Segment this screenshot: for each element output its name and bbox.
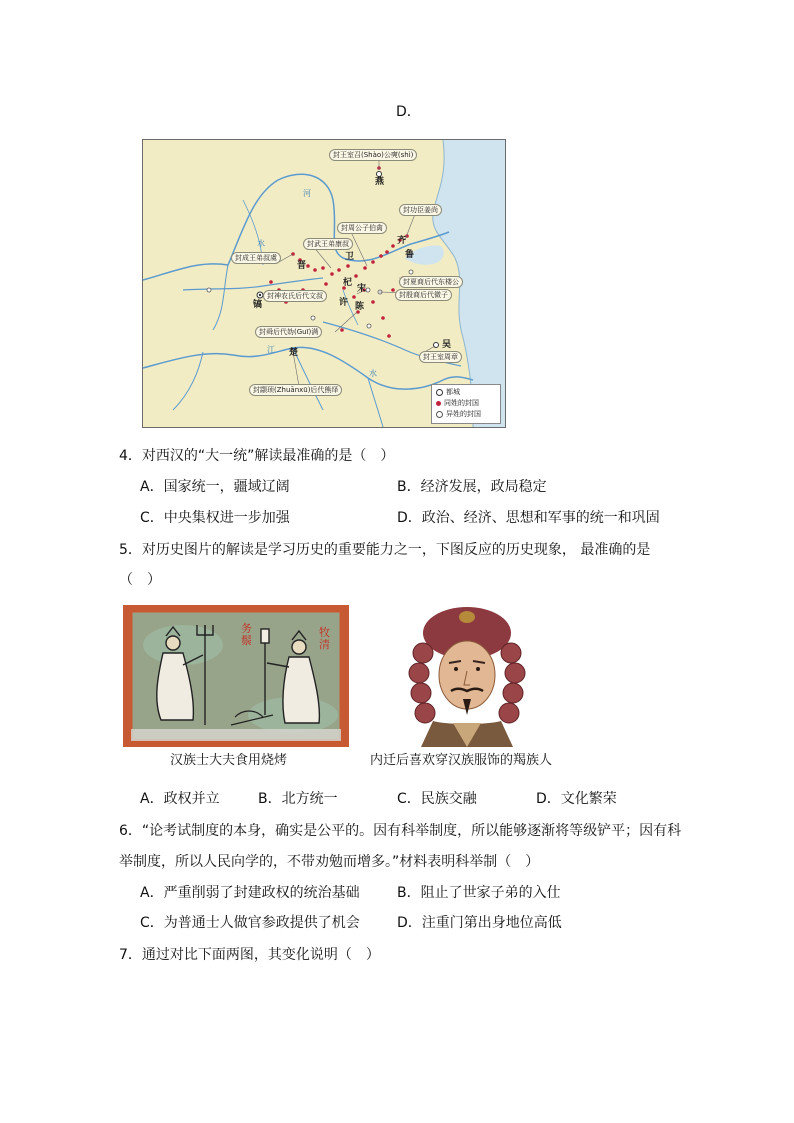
map-river-shui: 水: [257, 239, 265, 248]
map-city-xu: 许: [339, 298, 349, 308]
q6-stem-line1: 6．“论考试制度的本身，确实是公平的。因有科举制度，所以能够逐渐将等级铲平；因有科: [119, 823, 682, 839]
map-city-hao: 镐: [253, 300, 263, 310]
map-label-wei-zi: 封殷商后代微子: [395, 289, 452, 301]
map-city-qi2: 杞: [343, 278, 353, 288]
q4-option-c[interactable]: C．中央集权进一步加强: [140, 510, 290, 526]
map-city-qi: 齐: [397, 236, 407, 246]
map-label-jiang-shang: 封功臣姜尚: [399, 204, 442, 216]
q5-option-a[interactable]: A．政权并立: [140, 791, 220, 807]
option-d-label: D．: [396, 104, 421, 120]
caption-jie-person: 内迁后喜欢穿汉族服饰的羯族人: [370, 753, 553, 768]
map-city-song: 宋: [357, 284, 367, 294]
q4-stem: 4．对西汉的“大一统”解读最准确的是（ ）: [119, 448, 395, 464]
han-scholar-barbecue-mural: [123, 605, 349, 747]
map-city-chen: 陈: [355, 302, 365, 312]
caption-han-scholar: 汉族士大夫食用烧烤: [170, 753, 288, 768]
map-label-xiong-yi: 封颛顼(Zhuānxū)后代熊绎: [249, 384, 342, 396]
portrait-graphic: [393, 603, 541, 747]
other-surname-dot-icon: [436, 411, 443, 418]
map-city-wu: 吴: [442, 340, 452, 350]
map-label-shu-yu: 封成王弟叔虞: [231, 252, 281, 264]
mural-graphic: [123, 605, 349, 747]
q6-option-d[interactable]: D．注重门第出身地位高低: [397, 915, 562, 931]
q5-stem: 5．对历史图片的解读是学习历史的重要能力之一，下图反应的历史现象， 最准确的是: [119, 542, 651, 558]
map-river-shui2: 水: [369, 369, 377, 378]
map-label-gui-man: 封舜后代妫(Guī)满: [255, 326, 322, 338]
same-surname-dot-icon: [436, 401, 441, 406]
map-label-dong-lou-gong: 封夏商后代东楼公: [399, 276, 463, 288]
map-city-yan: 燕: [375, 177, 385, 187]
map-legend: [431, 384, 501, 424]
mural-inscription-left: 务 鬃: [241, 622, 252, 647]
map-label-kang-shu: 封武王弟康叔: [303, 238, 353, 250]
q5-option-d[interactable]: D．文化繁荣: [536, 791, 617, 807]
q4-option-b[interactable]: B．经济发展，政局稳定: [397, 479, 547, 495]
legend-same-surname: 同姓的封国: [436, 398, 500, 409]
q6-stem-line2: 举制度，所以人民向学的，不带劝勉而增多。”材料表明科举制（ ）: [119, 854, 540, 870]
legend-other-surname: 异姓的封国: [436, 409, 500, 420]
map-city-wei: 卫: [345, 252, 355, 262]
q4-option-d[interactable]: D．政治、经济、思想和军事的统一和巩固: [397, 510, 660, 526]
map-river-he: 河: [303, 189, 311, 198]
q6-option-a[interactable]: A．严重削弱了封建政权的统治基础: [140, 885, 360, 901]
q7-stem: 7．通过对比下面两图，其变化说明（ ）: [119, 947, 380, 963]
legend-capital: 都城: [436, 387, 500, 398]
q5-stem-bracket: （ ）: [119, 572, 161, 588]
jie-person-portrait: [393, 603, 541, 747]
map-city-lu: 鲁: [405, 250, 415, 260]
map-label-zhao-gong: 封王室召(Shào)公奭(shì): [329, 149, 417, 161]
map-river-jiang: 江: [267, 345, 275, 354]
capital-marker-icon: [436, 389, 443, 396]
western-zhou-fief-map: [142, 139, 506, 428]
q5-option-c[interactable]: C．民族交融: [397, 791, 477, 807]
map-city-jin: 晋: [297, 261, 307, 271]
map-label-bo-qin: 封周公子伯禽: [337, 222, 387, 234]
map-label-zhou-zhang: 封王室周章: [419, 351, 462, 363]
q5-option-b[interactable]: B．北方统一: [258, 791, 338, 807]
mural-inscription-right: 牧 清: [319, 626, 330, 651]
map-city-chu: 楚: [289, 348, 299, 358]
q6-option-c[interactable]: C．为普通士人做官参政提供了机会: [140, 915, 360, 931]
map-label-wen-shu: 封神农氏后代文叔: [263, 290, 327, 302]
q6-option-b[interactable]: B．阻止了世家子弟的入仕: [397, 885, 561, 901]
q4-option-a[interactable]: A．国家统一，疆域辽阔: [140, 479, 290, 495]
